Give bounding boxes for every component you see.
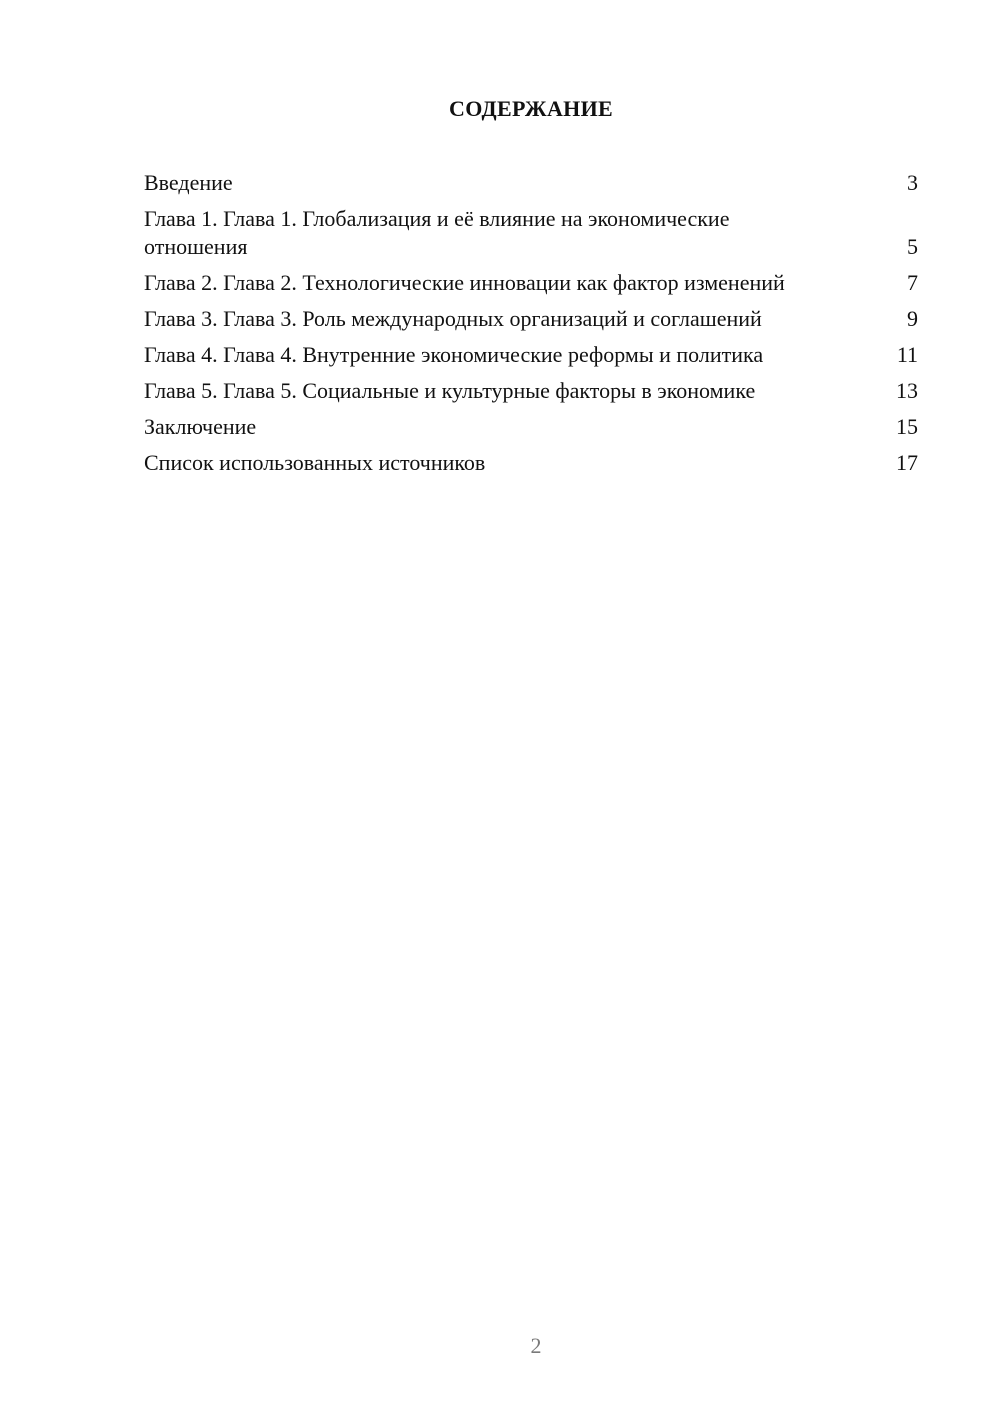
toc-entry-page: 9: [907, 306, 918, 331]
table-of-contents: [144, 169, 918, 477]
toc-entry-chapter-1[interactable]: [144, 205, 918, 261]
toc-entry-page: 11: [896, 342, 918, 367]
toc-entry-chapter-3[interactable]: [144, 305, 918, 333]
toc-entry-conclusion[interactable]: [144, 413, 918, 441]
toc-entry-title: Глава 1. Глава 1. Глобализация и её влияние на экономические отношения: [144, 206, 730, 259]
toc-entry-page: 3: [907, 170, 918, 195]
toc-entry-page: 15: [896, 414, 918, 439]
toc-entry-chapter-4[interactable]: [144, 341, 918, 369]
toc-entry-title: Введение: [144, 170, 233, 195]
toc-title: СОДЕРЖАНИЕ: [449, 96, 613, 121]
toc-entry-chapter-5[interactable]: [144, 377, 918, 405]
toc-entry-title: Глава 2. Глава 2. Технологические инновации как фактор изменений: [144, 270, 785, 295]
toc-entry-chapter-2[interactable]: [144, 269, 918, 297]
toc-entry-page: 13: [896, 378, 918, 403]
toc-entry-page: 5: [907, 234, 918, 259]
toc-entry-page: 17: [896, 450, 918, 475]
toc-entry-title: Заключение: [144, 414, 257, 439]
toc-entry-page: 7: [907, 270, 918, 295]
toc-entry-references[interactable]: [144, 449, 918, 477]
toc-entry-title: Глава 3. Глава 3. Роль международных организаций и соглашений: [144, 306, 762, 331]
toc-entry-title: Список использованных источников: [144, 450, 486, 475]
toc-entry-title: Глава 4. Глава 4. Внутренние экономические реформы и политика: [144, 342, 764, 367]
toc-entry-title: Глава 5. Глава 5. Социальные и культурные факторы в экономике: [144, 378, 756, 403]
footer-page-number: 2: [530, 1333, 542, 1358]
toc-entry-introduction[interactable]: [144, 169, 918, 197]
